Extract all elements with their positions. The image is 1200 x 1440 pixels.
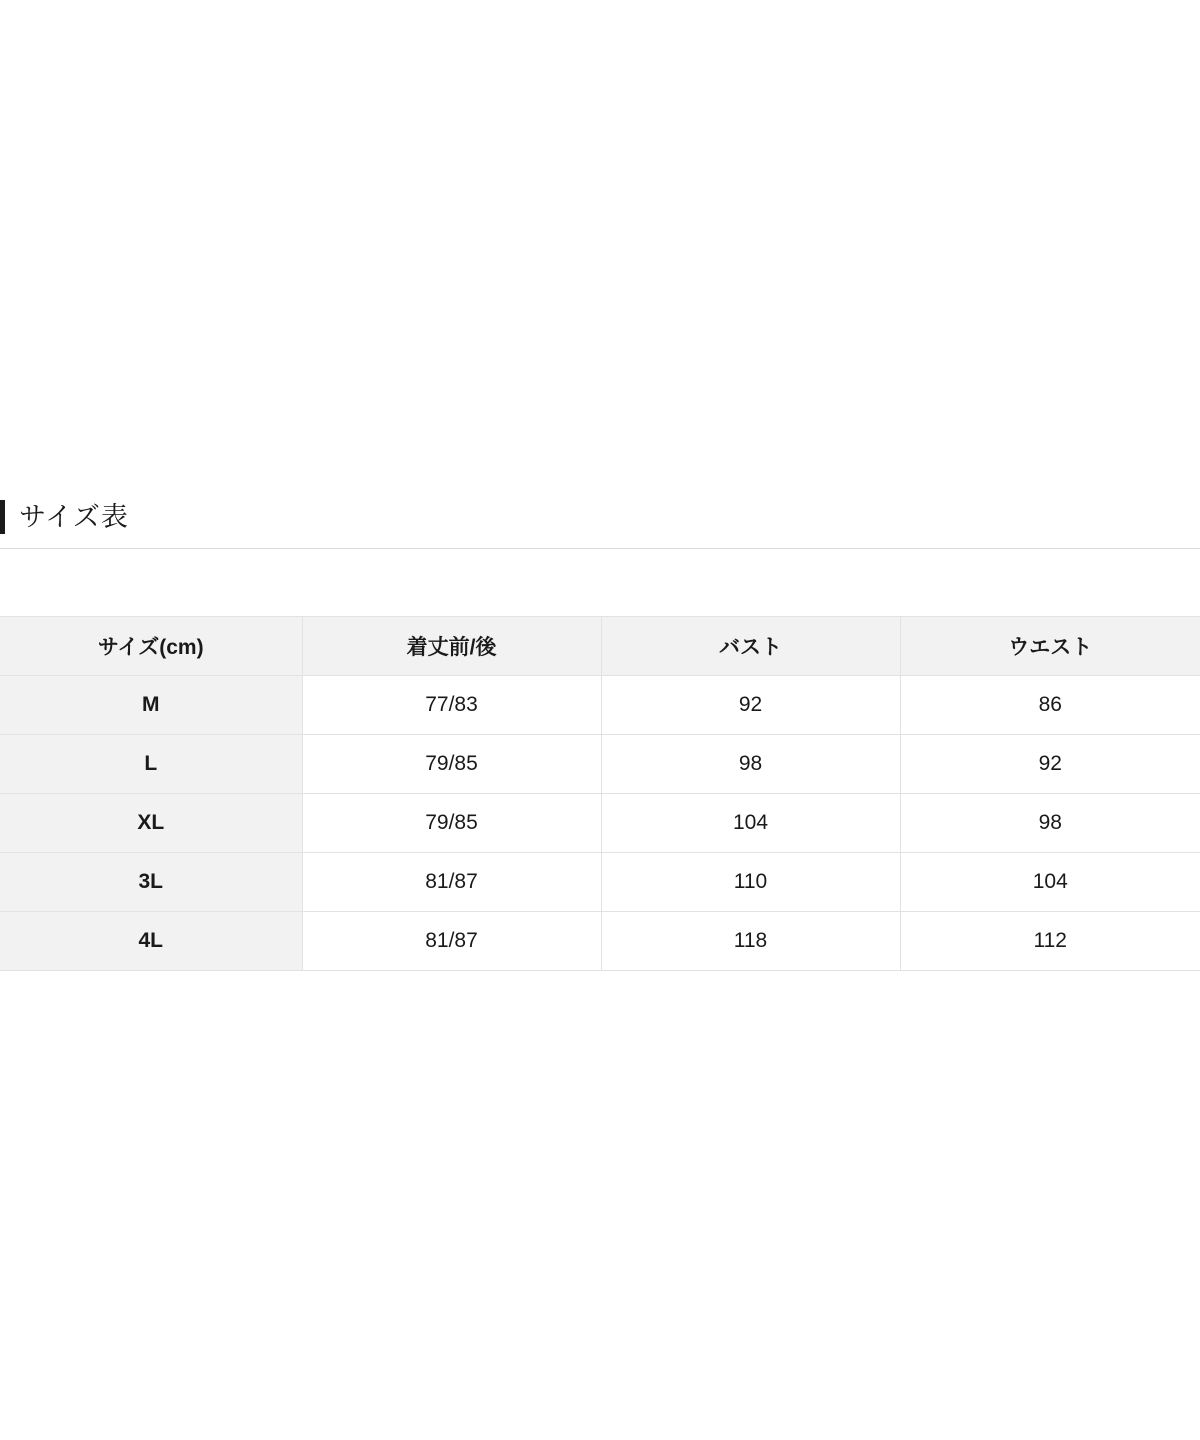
cell-bust: 98 — [601, 735, 900, 794]
cell-waist: 98 — [900, 794, 1200, 853]
cell-length: 81/87 — [302, 912, 601, 971]
cell-bust: 110 — [601, 853, 900, 912]
cell-waist: 92 — [900, 735, 1200, 794]
size-table — [0, 616, 1200, 971]
cell-waist: 104 — [900, 853, 1200, 912]
cell-waist: 112 — [900, 912, 1200, 971]
cell-size: M — [0, 676, 302, 735]
cell-size: XL — [0, 794, 302, 853]
cell-length: 81/87 — [302, 853, 601, 912]
heading-divider — [0, 548, 1200, 549]
table-row — [0, 676, 1200, 735]
cell-bust: 104 — [601, 794, 900, 853]
table-header-row — [0, 617, 1200, 676]
column-header-waist: ウエスト — [900, 617, 1200, 676]
column-header-size: サイズ(cm) — [0, 617, 302, 676]
size-table-body — [0, 676, 1200, 971]
cell-size: 4L — [0, 912, 302, 971]
page-title: サイズ表 — [19, 501, 129, 532]
cell-size: L — [0, 735, 302, 794]
column-header-length: 着丈前/後 — [302, 617, 601, 676]
cell-bust: 118 — [601, 912, 900, 971]
size-table-head — [0, 617, 1200, 676]
table-row — [0, 853, 1200, 912]
table-row — [0, 735, 1200, 794]
column-header-bust: バスト — [601, 617, 900, 676]
cell-length: 79/85 — [302, 794, 601, 853]
table-row — [0, 912, 1200, 971]
cell-bust: 92 — [601, 676, 900, 735]
cell-length: 77/83 — [302, 676, 601, 735]
table-row — [0, 794, 1200, 853]
cell-size: 3L — [0, 853, 302, 912]
cell-waist: 86 — [900, 676, 1200, 735]
cell-length: 79/85 — [302, 735, 601, 794]
size-chart-heading — [0, 487, 1200, 547]
size-table-container — [0, 616, 1200, 971]
